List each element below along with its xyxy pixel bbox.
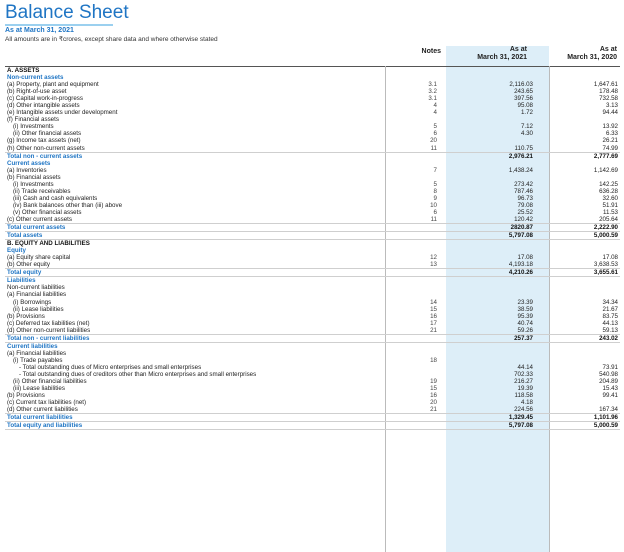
row-label: (a) Equity share capital	[7, 254, 71, 262]
row-value-2020: 94.44	[602, 109, 618, 117]
table-row	[5, 399, 620, 406]
table-row	[5, 392, 620, 399]
row-note: 20	[430, 137, 437, 145]
row-value-2020: 99.41	[602, 392, 618, 400]
row-label: (b) Right-of-use asset	[7, 88, 67, 96]
row-value-2020: 74.99	[602, 144, 618, 152]
row-label: (ii) Lease liabilities	[13, 305, 64, 313]
row-label: (iii) Lease liabilities	[13, 385, 65, 393]
row-label: Equity	[7, 247, 26, 255]
row-value-2021: 4,210.26	[508, 269, 533, 277]
row-value-2020: 26.21	[602, 137, 618, 145]
row-note: 5	[433, 123, 437, 131]
table-row	[5, 95, 620, 102]
row-value-2020: 32.60	[602, 194, 618, 202]
row-value-2021: 397.56	[514, 95, 533, 103]
table-row	[5, 202, 620, 209]
table-row	[5, 109, 620, 116]
row-value-2021: 2,116.03	[509, 81, 533, 89]
row-label: (d) Other current liabilities	[7, 406, 78, 414]
row-note: 11	[430, 215, 437, 223]
table-row	[5, 102, 620, 109]
title-underline	[5, 24, 113, 26]
row-value-2021: 5,797.08	[508, 232, 533, 240]
row-value-2021: 2820.87	[510, 224, 533, 232]
table-row	[5, 247, 620, 254]
row-value-2021: 4.30	[520, 130, 533, 138]
row-note: 9	[433, 194, 437, 202]
row-note: 7	[433, 166, 437, 174]
table-row	[5, 174, 620, 181]
row-value-2020: 1,101.96	[593, 414, 618, 422]
row-value-2020: 2,222.90	[593, 224, 618, 232]
row-value-2021: 19.39	[517, 385, 533, 393]
table-row	[5, 421, 620, 430]
page-title: Balance Sheet	[5, 2, 129, 23]
row-label: A. ASSETS	[7, 67, 40, 74]
row-value-2020: 34.34	[602, 298, 618, 306]
table-row	[5, 181, 620, 188]
row-value-2021: 95.39	[517, 312, 533, 320]
row-label: Total current assets	[7, 224, 66, 232]
row-value-2021: 216.27	[514, 378, 533, 386]
table-row	[5, 299, 620, 306]
row-value-2020: 83.75	[602, 312, 618, 320]
row-value-2020: 44.13	[602, 319, 618, 327]
row-note: 13	[430, 261, 437, 269]
row-value-2021: 38.59	[517, 305, 533, 313]
row-note: 20	[430, 399, 437, 407]
table-row	[5, 195, 620, 202]
row-value-2021: 2,976.21	[508, 152, 533, 160]
table-row	[5, 160, 620, 167]
row-value-2020: 142.25	[599, 180, 618, 188]
current-year-header-line2: March 31, 2021	[477, 54, 527, 61]
current-year-column-header	[446, 46, 549, 66]
row-label: (ii) Other financial liabilities	[13, 378, 87, 386]
row-value-2021: 59.26	[517, 326, 533, 334]
table-row	[5, 74, 620, 81]
table-row	[5, 378, 620, 385]
row-label: (a) Financial liabilities	[7, 291, 67, 299]
table-row	[5, 334, 620, 343]
row-label: (c) Capital work-in-progress	[7, 95, 83, 103]
as-at-date: As at March 31, 2021	[5, 27, 74, 34]
row-label: B. EQUITY AND LIABILITIES	[7, 240, 90, 248]
row-value-2021: 96.73	[517, 194, 533, 202]
table-row	[5, 385, 620, 392]
row-note: 3.1	[428, 81, 437, 89]
row-value-2021: 787.46	[514, 187, 533, 195]
row-value-2020: 59.13	[602, 326, 618, 334]
row-value-2020: 17.08	[602, 254, 618, 262]
row-label: - Total outstanding dues of creditors other than Micro enterprises and small enterprises	[19, 370, 257, 378]
row-label: (b) Provisions	[7, 392, 45, 400]
row-value-2021: 702.33	[514, 370, 533, 378]
row-value-2021: 79.08	[517, 201, 533, 209]
row-note: 6	[433, 130, 437, 138]
row-note: 12	[430, 254, 437, 262]
table-row	[5, 343, 620, 350]
row-value-2020: 5,000.59	[593, 232, 618, 240]
row-label: (ii) Trade receivables	[13, 187, 71, 195]
table-row	[5, 231, 620, 240]
row-value-2020: 732.58	[599, 95, 618, 103]
row-value-2021: 120.42	[514, 215, 533, 223]
row-value-2021: 25.52	[517, 208, 533, 216]
row-label: (e) Intangible assets under development	[7, 109, 118, 117]
row-label: (i) Investments	[13, 180, 54, 188]
table-row	[5, 364, 620, 371]
row-value-2021: 4,193.18	[508, 261, 533, 269]
row-value-2021: 1.72	[520, 109, 533, 117]
row-value-2020: 51.91	[602, 201, 618, 209]
row-label: (d) Other non-current liabilities	[7, 326, 91, 334]
table-row	[5, 67, 620, 74]
previous-year-header-line2: March 31, 2020	[567, 54, 617, 61]
row-value-2021: 5,797.08	[508, 422, 533, 430]
row-label: (h) Other non-current assets	[7, 144, 85, 152]
row-value-2020: 243.02	[599, 334, 618, 342]
table-row	[5, 371, 620, 378]
table-row	[5, 145, 620, 152]
row-label: (g) Income tax assets (net)	[7, 137, 81, 145]
row-value-2020: 11.53	[602, 208, 618, 216]
row-label: Current assets	[7, 159, 51, 167]
row-label: Total equity and liabilities	[7, 422, 83, 430]
row-value-2020: 540.98	[599, 370, 618, 378]
row-note: 4	[433, 109, 437, 117]
row-value-2020: 3,638.53	[593, 261, 618, 269]
row-value-2021: 273.42	[514, 180, 533, 188]
row-label: Liabilities	[7, 277, 36, 285]
units-note: All amounts are in ₹crores, except share data and where otherwise stated	[5, 36, 218, 43]
row-label: (d) Other intangible assets	[7, 102, 80, 110]
row-label: Non-current liabilities	[7, 284, 65, 292]
row-note: 15	[430, 305, 437, 313]
row-label: Non-current assets	[7, 74, 64, 82]
row-note: 19	[430, 378, 437, 386]
table-row	[5, 116, 620, 123]
row-label: (b) Financial assets	[7, 173, 61, 181]
row-value-2020: 1,142.69	[593, 166, 618, 174]
row-label: (b) Other equity	[7, 261, 50, 269]
row-label: Total current liabilities	[7, 414, 73, 422]
previous-year-header-line1: As at	[599, 46, 617, 53]
row-value-2021: 257.37	[514, 334, 533, 342]
row-label: (i) Investments	[13, 123, 54, 131]
row-value-2020: 178.48	[599, 88, 618, 96]
row-value-2021: 23.39	[517, 298, 533, 306]
row-value-2021: 44.14	[517, 363, 533, 371]
table-row	[5, 88, 620, 95]
row-note: 16	[430, 312, 437, 320]
notes-column-header: Notes	[421, 48, 441, 55]
table-row	[5, 284, 620, 291]
row-value-2021: 1,438.24	[508, 166, 533, 174]
row-value-2021: 243.65	[514, 88, 533, 96]
row-value-2020: 13.92	[602, 123, 618, 131]
row-note: 10	[430, 201, 437, 209]
previous-year-column-header	[549, 46, 619, 66]
row-label: (i) Borrowings	[13, 298, 52, 306]
table-row	[5, 152, 620, 160]
table-row	[5, 130, 620, 137]
row-label: Total non - current assets	[7, 152, 83, 160]
balance-sheet-table	[5, 67, 620, 430]
row-value-2020: 21.67	[602, 305, 618, 313]
row-note: 6	[433, 208, 437, 216]
table-row	[5, 167, 620, 174]
row-note: 16	[430, 392, 437, 400]
row-value-2021: 224.56	[514, 406, 533, 414]
row-value-2020: 636.28	[599, 187, 618, 195]
row-value-2020: 15.43	[602, 385, 618, 393]
row-value-2020: 3,655.61	[593, 269, 618, 277]
row-value-2021: 40.74	[517, 319, 533, 327]
row-value-2020: 5,000.59	[593, 422, 618, 430]
row-note: 3.1	[428, 95, 437, 103]
table-row	[5, 277, 620, 284]
table-row	[5, 357, 620, 364]
row-note: 11	[430, 144, 437, 152]
row-label: (f) Financial assets	[7, 116, 59, 124]
table-row	[5, 261, 620, 268]
row-value-2021: 110.75	[514, 144, 533, 152]
table-row	[5, 291, 620, 298]
row-label: (i) Trade payables	[13, 356, 63, 364]
row-label: Current liabilities	[7, 342, 58, 350]
row-value-2020: 2,777.69	[593, 152, 618, 160]
row-note: 21	[430, 326, 437, 334]
row-label: (b) Provisions	[7, 312, 45, 320]
row-note: 15	[430, 385, 437, 393]
row-value-2021: 17.08	[517, 254, 533, 262]
table-row	[5, 254, 620, 261]
row-label: (a) Financial liabilities	[7, 349, 67, 357]
row-note: 8	[433, 187, 437, 195]
row-note: 17	[430, 319, 437, 327]
table-row	[5, 137, 620, 144]
row-note: 21	[430, 406, 437, 414]
row-value-2021: 7.12	[520, 123, 533, 131]
table-row	[5, 320, 620, 327]
table-row	[5, 313, 620, 320]
row-label: (iv) Bank balances other than (iii) above	[13, 201, 123, 209]
row-label: (c) Other current assets	[7, 215, 72, 223]
row-label: (c) Deferred tax liabilities (net)	[7, 319, 90, 327]
table-row	[5, 306, 620, 313]
row-label: (v) Other financial assets	[13, 208, 82, 216]
table-row	[5, 223, 620, 231]
row-value-2020: 73.91	[602, 363, 618, 371]
row-note: 18	[430, 356, 437, 364]
table-row	[5, 268, 620, 277]
table-row	[5, 209, 620, 216]
row-label: Total equity	[7, 269, 42, 277]
table-row	[5, 413, 620, 421]
row-value-2021: 95.08	[517, 102, 533, 110]
row-value-2020: 6.33	[605, 130, 618, 138]
row-note: 3.2	[428, 88, 437, 96]
row-label: (a) Inventories	[7, 166, 47, 174]
row-label: (iii) Cash and cash equivalents	[13, 194, 98, 202]
row-label: Total assets	[7, 232, 43, 240]
table-row	[5, 350, 620, 357]
row-label: (a) Property, plant and equipment	[7, 81, 99, 89]
table-row	[5, 123, 620, 130]
row-value-2021: 118.58	[514, 392, 533, 400]
row-label: (ii) Other financial assets	[13, 130, 82, 138]
row-label: (c) Current tax liabilities (net)	[7, 399, 87, 407]
table-row	[5, 327, 620, 334]
row-value-2021: 1,329.45	[508, 414, 533, 422]
row-note: 14	[430, 298, 437, 306]
table-row	[5, 81, 620, 88]
row-note: 5	[433, 180, 437, 188]
table-row	[5, 188, 620, 195]
row-value-2020: 3.13	[605, 102, 618, 110]
row-value-2020: 205.64	[599, 215, 618, 223]
current-year-header-line1: As at	[509, 46, 527, 53]
table-row	[5, 240, 620, 247]
row-value-2021: 4.18	[520, 399, 533, 407]
table-row	[5, 216, 620, 223]
row-value-2020: 167.34	[599, 406, 618, 414]
row-label: Total non - current liabilities	[7, 334, 90, 342]
row-label: - Total outstanding dues of Micro enterprises and small enterprises	[19, 363, 202, 371]
row-value-2020: 204.89	[599, 378, 618, 386]
row-note: 4	[433, 102, 437, 110]
table-row	[5, 406, 620, 413]
row-value-2020: 1,647.61	[593, 81, 618, 89]
